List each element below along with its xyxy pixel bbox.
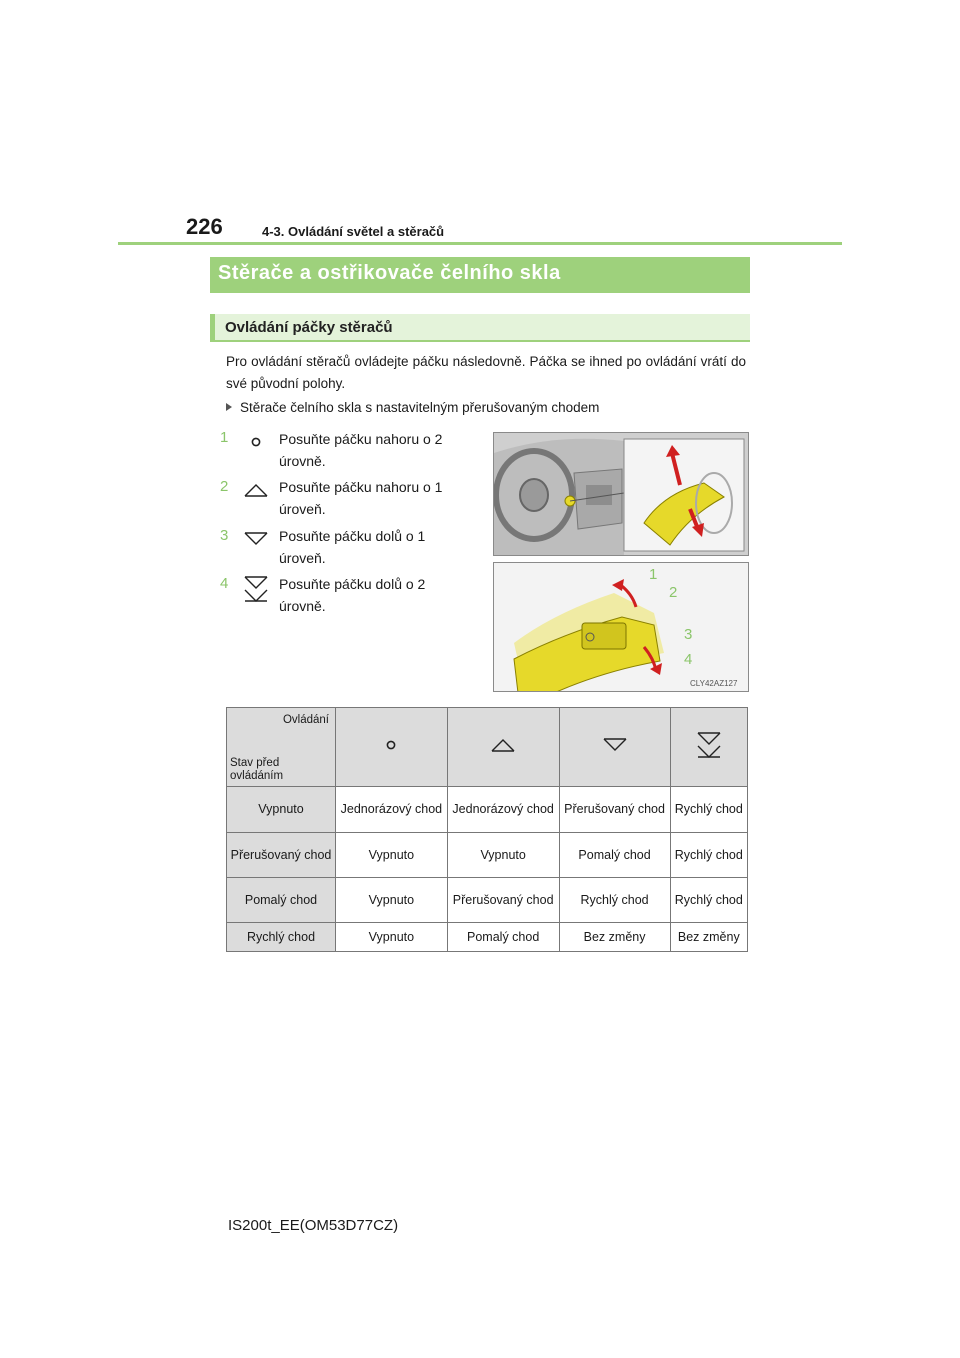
bullet-text: Stěrače čelního skla s nastavitelným přerušovaným chodem — [240, 400, 600, 415]
step-number: 1 — [220, 429, 229, 446]
wiper-down-two-icon — [242, 574, 270, 604]
table-cell: Jednorázový chod — [336, 787, 448, 833]
wiper-up-one-icon — [489, 733, 517, 757]
table-cell: Rychlý chod — [670, 833, 747, 878]
table-cell: Přerušovaný chod — [447, 878, 559, 923]
step-number: 2 — [220, 478, 229, 495]
title-bar — [210, 257, 750, 293]
intro-paragraph: Pro ovládání stěračů ovládejte páčku následovně. Páčka se ihned po ovládání vrátí do své původní polohy. — [226, 354, 746, 391]
row-state: Vypnuto — [227, 787, 336, 833]
wiper-operation-table — [226, 707, 748, 952]
table-header-row — [227, 708, 748, 787]
page-number: 226 — [186, 214, 223, 239]
table-row — [227, 833, 748, 878]
document-code: IS200t_EE(OM53D77CZ) — [228, 1217, 399, 1234]
table-cell: Vypnuto — [336, 878, 448, 923]
wiper-mist-icon — [242, 430, 270, 454]
table-cell: Pomalý chod — [447, 923, 559, 952]
row-state: Přerušovaný chod — [227, 833, 336, 878]
corner-state-label: Stav před ovládáním — [230, 757, 284, 782]
table-cell: Pomalý chod — [559, 833, 670, 878]
header-down-two-cell — [670, 708, 747, 787]
table-row — [227, 787, 748, 833]
callout-number: 2 — [669, 584, 678, 601]
header-mist-cell — [336, 708, 448, 787]
subheading-bar — [210, 314, 750, 342]
header-up-one-cell — [447, 708, 559, 787]
table-cell: Rychlý chod — [670, 878, 747, 923]
header-rule — [118, 242, 842, 245]
step-text: Posuňte páčku nahoru o 2 úrovně. — [279, 431, 443, 469]
table-corner-cell — [227, 708, 336, 787]
table-cell: Vypnuto — [336, 923, 448, 952]
table-row — [227, 878, 748, 923]
illustration-code: CLY42AZ127 — [690, 679, 738, 688]
table-cell: Rychlý chod — [559, 878, 670, 923]
table-cell: Přerušovaný chod — [559, 787, 670, 833]
step-text: Posuňte páčku dolů o 1 úroveň. — [279, 528, 426, 566]
table-cell: Bez změny — [670, 923, 747, 952]
cockpit-drawing — [494, 433, 749, 556]
callout-number: 1 — [649, 566, 658, 583]
wiper-up-one-icon — [242, 478, 270, 502]
row-state: Pomalý chod — [227, 878, 336, 923]
table-cell: Jednorázový chod — [447, 787, 559, 833]
row-state: Rychlý chod — [227, 923, 336, 952]
wiper-mist-icon — [377, 733, 405, 757]
table-row — [227, 923, 748, 952]
cockpit-illustration — [493, 432, 749, 556]
bullet-item — [226, 400, 599, 415]
lever-illustration — [493, 562, 749, 692]
step-number: 3 — [220, 527, 229, 544]
wiper-down-one-icon — [242, 527, 270, 551]
callout-number: 3 — [684, 626, 693, 643]
wiper-down-two-icon — [695, 730, 723, 760]
table-cell: Vypnuto — [447, 833, 559, 878]
table-cell: Rychlý chod — [670, 787, 747, 833]
wiper-down-one-icon — [601, 733, 629, 757]
lever-drawing — [494, 563, 749, 692]
bullet-triangle-icon — [226, 403, 232, 411]
step-number: 4 — [220, 575, 229, 592]
subheading: Ovládání páčky stěračů — [225, 319, 393, 336]
section-header: 4-3. Ovládání světel a stěračů — [262, 224, 445, 239]
table-cell: Bez změny — [559, 923, 670, 952]
step-text: Posuňte páčku dolů o 2 úrovně. — [279, 576, 426, 614]
table-cell: Vypnuto — [336, 833, 448, 878]
step-text: Posuňte páčku nahoru o 1 úroveň. — [279, 479, 443, 517]
header-down-one-cell — [559, 708, 670, 787]
callout-number: 4 — [684, 651, 693, 668]
corner-operation-label: Ovládání — [282, 714, 329, 726]
page-title: Stěrače a ostřikovače čelního skla — [218, 262, 561, 284]
